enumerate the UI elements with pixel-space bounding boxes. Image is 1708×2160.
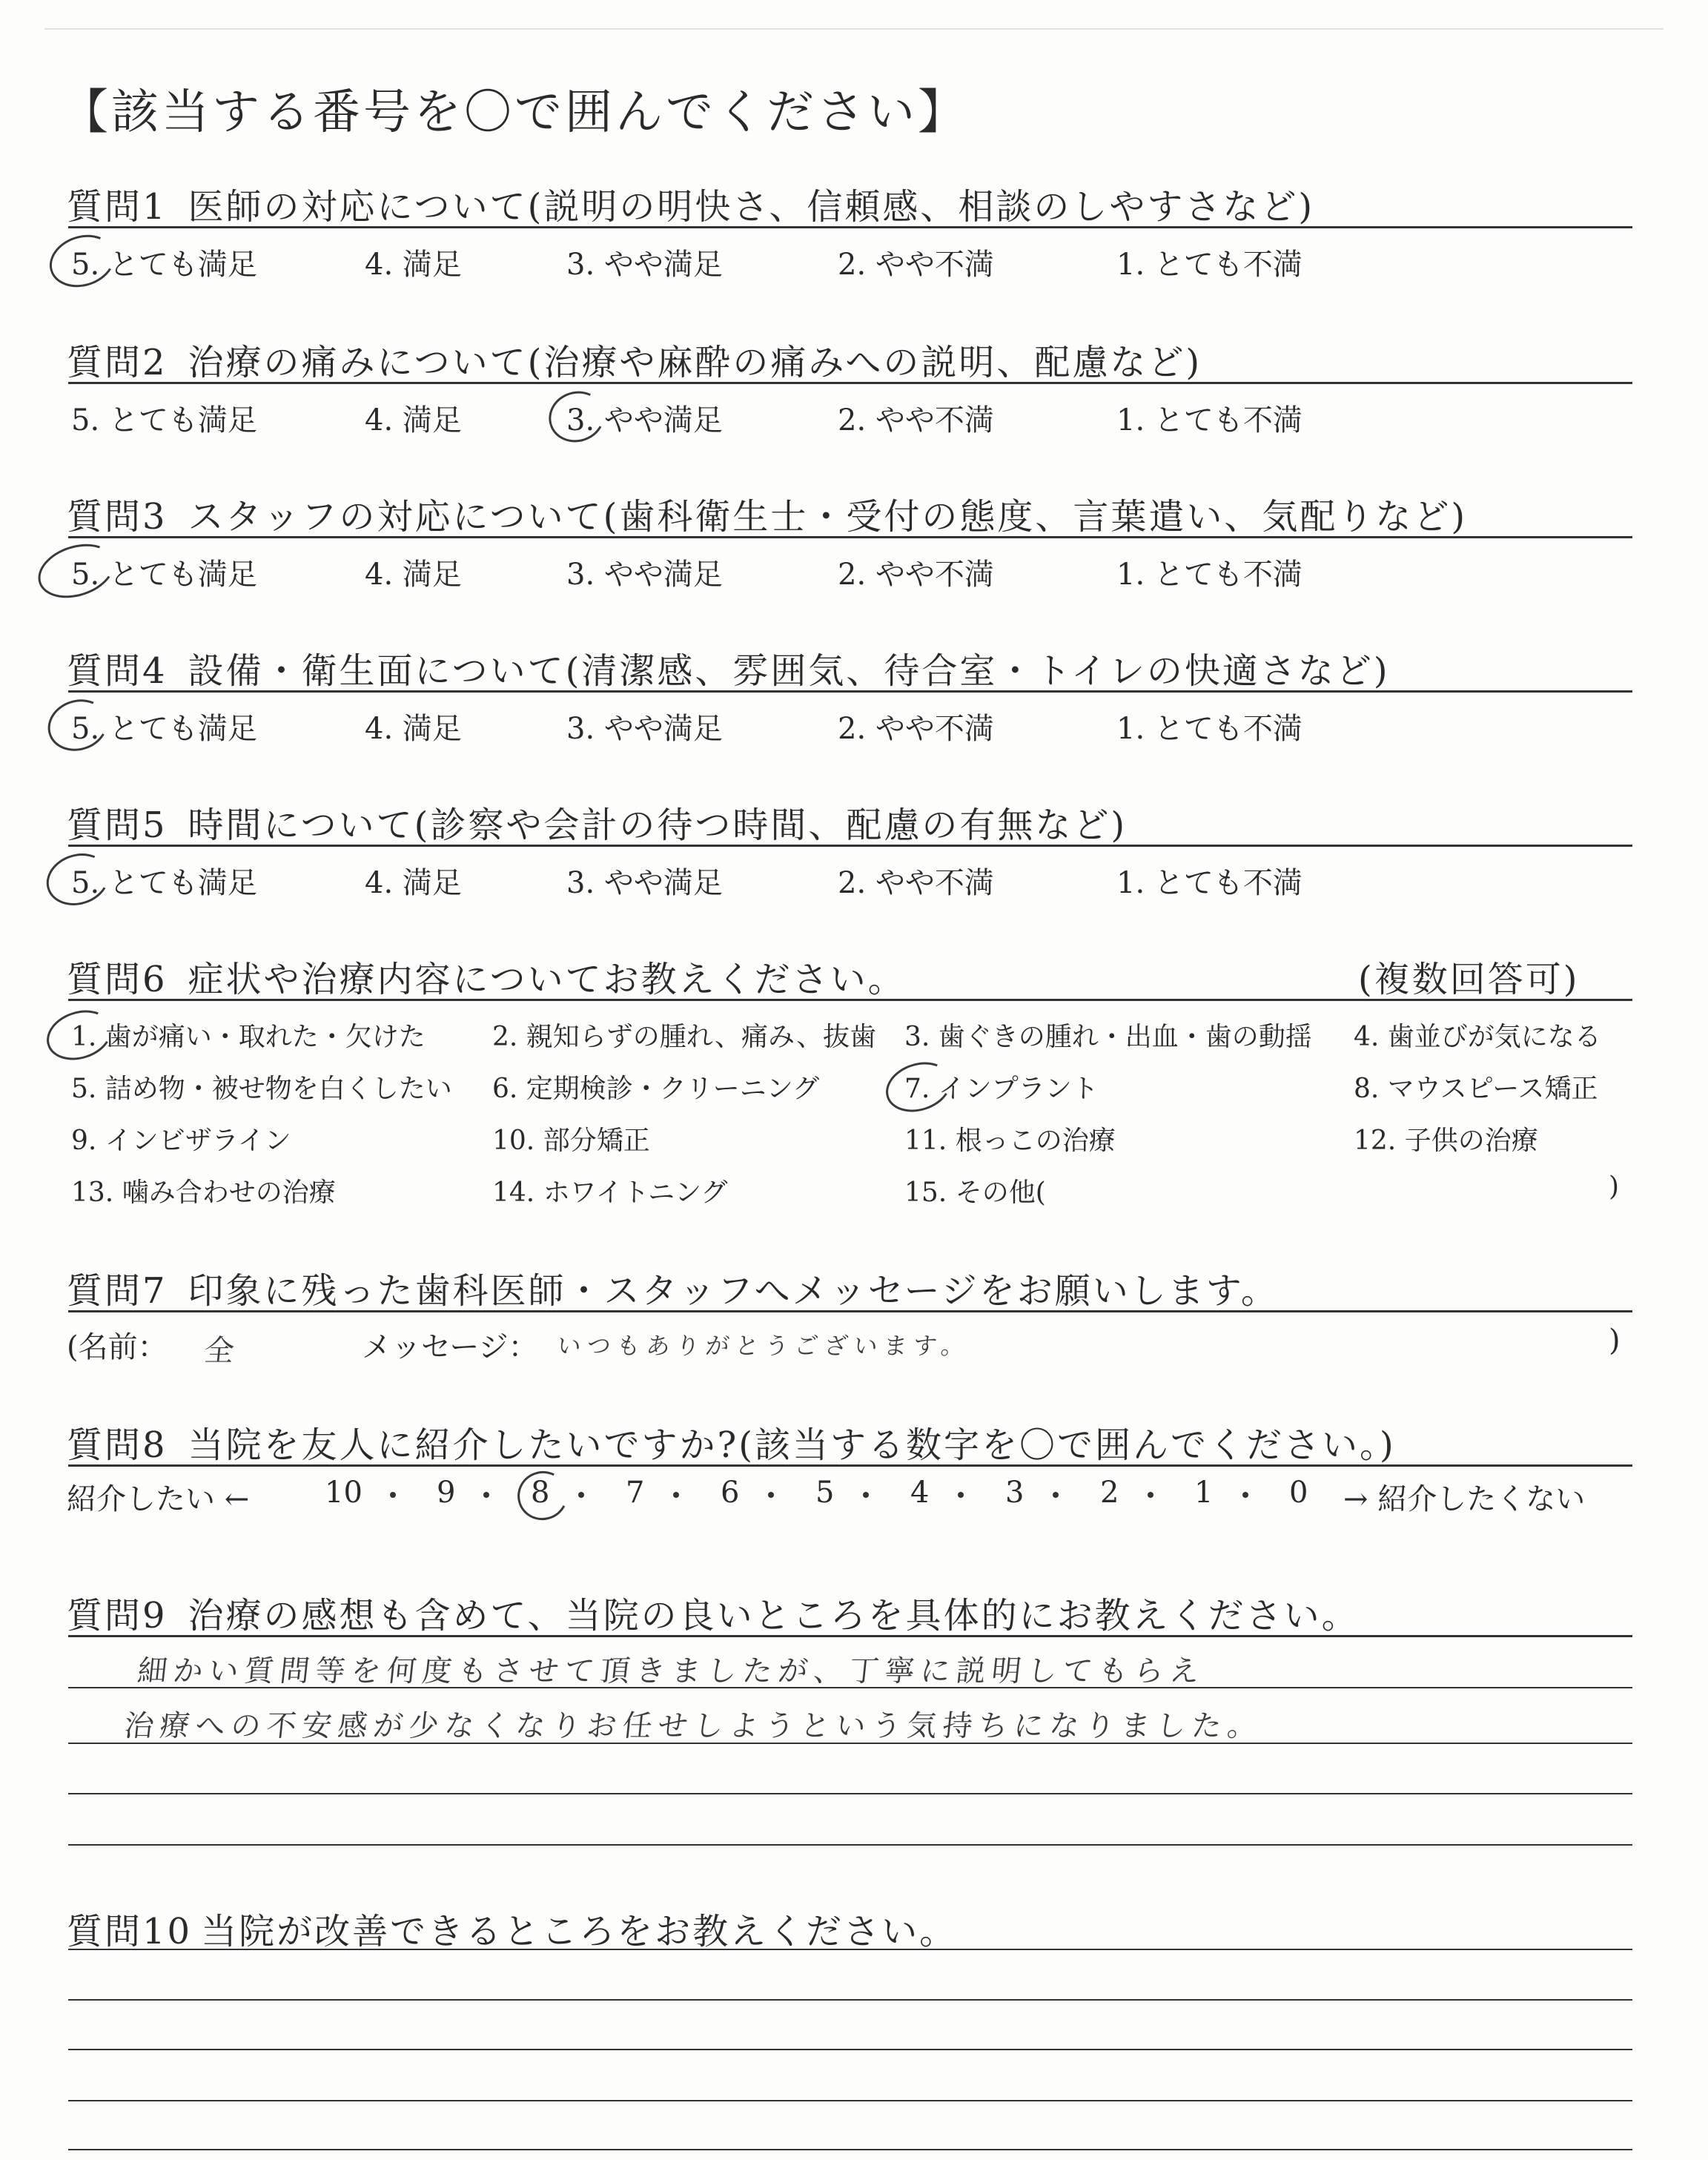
- q6-option-5[interactable]: 5. 詰め物・被せ物を白くしたい: [71, 1074, 452, 1104]
- q6-option-3[interactable]: 3. 歯ぐきの腫れ・出血・歯の動揺: [904, 1022, 1312, 1052]
- q4-option-3[interactable]: 3. やや満足: [566, 712, 723, 746]
- question-6-note: (複数回答可): [1358, 959, 1580, 1000]
- question-6-text: 症状や治療内容についてお教えください。: [188, 959, 906, 1000]
- question-1-text: 医師の対応について(説明の明快さ、信頼感、相談のしやすさなど): [188, 186, 1315, 228]
- question-2-rule: [68, 382, 1632, 384]
- q7-close-paren: ): [1609, 1324, 1621, 1358]
- q6-option-4[interactable]: 4. 歯並びが気になる: [1354, 1022, 1601, 1052]
- q5-answer-circle: [40, 845, 116, 913]
- question-1-number: 質問1: [67, 186, 168, 228]
- q5-option-2[interactable]: 2. やや不満: [838, 866, 994, 900]
- q8-scale-7[interactable]: 7: [626, 1476, 645, 1510]
- question-6-number: 質問6: [67, 959, 168, 1000]
- q6-option-15[interactable]: 15. その他(: [904, 1178, 1046, 1208]
- q6-option-13[interactable]: 13. 噛み合わせの治療: [71, 1178, 336, 1208]
- q6-option-10[interactable]: 10. 部分矯正: [492, 1126, 650, 1156]
- question-8-number: 質問8: [67, 1424, 168, 1466]
- q6-option-6[interactable]: 6. 定期検診・クリーニング: [492, 1074, 820, 1104]
- q7-name-value[interactable]: 全: [202, 1334, 242, 1368]
- scale-separator-dot: [958, 1492, 964, 1498]
- question-9-rule: [68, 1635, 1632, 1637]
- q8-scale-0[interactable]: 0: [1289, 1476, 1308, 1510]
- form-heading: 【該当する番号を〇で囲んでください】: [61, 85, 968, 140]
- q2-option-5[interactable]: 5. とても満足: [71, 403, 257, 437]
- q1-option-3[interactable]: 3. やや満足: [566, 248, 723, 282]
- q9-answer-rule-4: [68, 1844, 1632, 1846]
- q6-option-9[interactable]: 9. インビザライン: [71, 1126, 291, 1156]
- question-5-title: [67, 796, 1127, 848]
- question-6-title: [67, 951, 906, 1002]
- question-5-text: 時間について(診察や会計の待つ時間、配慮の有無など): [188, 805, 1128, 846]
- q8-left-label: 紹介したい ←: [67, 1482, 250, 1516]
- question-2-title: [67, 334, 1202, 385]
- scale-separator-dot: [578, 1492, 584, 1498]
- question-6-rule: [68, 999, 1632, 1001]
- question-8-text: 当院を友人に紹介したいですか?(該当する数字を〇で囲んでください。): [188, 1424, 1396, 1466]
- question-8-rule: [68, 1464, 1632, 1467]
- q3-option-5[interactable]: 5. とても満足: [71, 558, 257, 592]
- q5-option-1[interactable]: 1. とても不満: [1116, 866, 1302, 900]
- q6-option-7[interactable]: 7. インプラント: [904, 1074, 1099, 1104]
- q3-option-3[interactable]: 3. やや満足: [566, 558, 723, 592]
- q1-option-4[interactable]: 4. 満足: [365, 248, 462, 282]
- question-10-number: 質問10: [67, 1911, 193, 1952]
- question-1-rule: [68, 226, 1632, 228]
- q2-option-4[interactable]: 4. 満足: [365, 403, 462, 437]
- q8-scale-3[interactable]: 3: [1005, 1476, 1025, 1510]
- q4-option-1[interactable]: 1. とても不満: [1116, 712, 1302, 746]
- scale-separator-dot: [1148, 1492, 1153, 1498]
- q8-scale-9[interactable]: 9: [437, 1476, 456, 1510]
- q6-option-1[interactable]: 1. 歯が痛い・取れた・欠けた: [71, 1022, 426, 1052]
- q10-answer-rule-5: [68, 2149, 1632, 2150]
- question-9-title: [67, 1587, 1360, 1638]
- question-4-number: 質問4: [67, 650, 168, 692]
- question-4-rule: [68, 690, 1632, 693]
- question-10-text: 当院が改善できるところをお教えください。: [201, 1911, 958, 1952]
- scale-separator-dot: [1053, 1492, 1059, 1498]
- q10-answer-rule-1: [68, 1949, 1632, 1950]
- q8-right-label: → 紹介したくない: [1343, 1482, 1586, 1516]
- question-5-number: 質問5: [67, 805, 168, 846]
- q9-answer-line-1[interactable]: 細かい質問等を何度もさせて頂きましたが、丁寧に説明してもらえ: [136, 1654, 1208, 1688]
- scale-separator-dot: [768, 1492, 774, 1498]
- q6-option-8[interactable]: 8. マウスピース矯正: [1354, 1074, 1598, 1104]
- q6-option-11[interactable]: 11. 根っこの治療: [904, 1126, 1116, 1156]
- q8-answer-circle: [511, 1464, 574, 1527]
- question-4-title: [67, 642, 1390, 693]
- top-edge-line: [44, 28, 1664, 30]
- q9-answer-rule-3: [68, 1793, 1632, 1794]
- q8-scale-5[interactable]: 5: [815, 1476, 835, 1510]
- q1-answer-circle: [43, 227, 122, 295]
- q6-option-14[interactable]: 14. ホワイトニング: [492, 1178, 728, 1208]
- question-7-title: [67, 1262, 1279, 1313]
- q7-message-value[interactable]: いつもありがとうございます。: [555, 1332, 973, 1360]
- q8-scale-2[interactable]: 2: [1100, 1476, 1119, 1510]
- q2-answer-circle: [542, 384, 611, 449]
- question-3-title: [67, 488, 1467, 539]
- q3-option-1[interactable]: 1. とても不満: [1116, 558, 1302, 592]
- question-7-number: 質問7: [67, 1270, 168, 1312]
- q2-option-1[interactable]: 1. とても不満: [1116, 403, 1302, 437]
- question-2-number: 質問2: [67, 342, 168, 383]
- q8-scale-1[interactable]: 1: [1194, 1476, 1214, 1510]
- q5-option-3[interactable]: 3. やや満足: [566, 866, 723, 900]
- q6-other-close-paren: ): [1609, 1172, 1620, 1202]
- q2-option-2[interactable]: 2. やや不満: [838, 403, 994, 437]
- q10-answer-rule-4: [68, 2100, 1632, 2101]
- scale-separator-dot: [673, 1492, 679, 1498]
- q1-option-5[interactable]: 5. とても満足: [71, 248, 257, 282]
- q1-option-1[interactable]: 1. とても不満: [1116, 248, 1302, 282]
- q6-option-12[interactable]: 12. 子供の治療: [1354, 1126, 1538, 1156]
- question-10-title: [67, 1903, 957, 1954]
- scale-separator-dot: [483, 1492, 489, 1498]
- q8-scale-8[interactable]: 8: [531, 1476, 550, 1510]
- q4-option-2[interactable]: 2. やや不満: [838, 712, 994, 746]
- q8-scale-4[interactable]: 4: [910, 1476, 930, 1510]
- q6-answer-circle-1: [40, 1003, 118, 1069]
- question-9-text: 治療の感想も含めて、当院の良いところを具体的にお教えください。: [188, 1595, 1360, 1636]
- q5-option-4[interactable]: 4. 満足: [365, 866, 462, 900]
- q7-name-label: (名前：: [67, 1330, 168, 1364]
- q3-answer-circle: [31, 535, 122, 607]
- q10-answer-rule-3: [68, 2049, 1632, 2050]
- q4-option-5[interactable]: 5. とても満足: [71, 712, 257, 746]
- q1-option-2[interactable]: 2. やや不満: [838, 248, 994, 282]
- scale-separator-dot: [863, 1492, 869, 1498]
- question-8-title: [67, 1416, 1396, 1467]
- q6-option-2[interactable]: 2. 親知らずの腫れ、痛み、抜歯: [492, 1022, 877, 1052]
- question-1-title: [67, 178, 1314, 229]
- question-4-text: 設備・衛生面について(清潔感、雰囲気、待合室・トイレの快適さなど): [188, 650, 1390, 692]
- q4-option-4[interactable]: 4. 満足: [365, 712, 462, 746]
- q4-answer-circle: [42, 692, 115, 759]
- question-3-rule: [68, 536, 1632, 538]
- q9-answer-rule-1: [68, 1687, 1632, 1688]
- question-7-text: 印象に残った歯科医師・スタッフへメッセージをお願いします。: [188, 1270, 1279, 1312]
- question-3-number: 質問3: [67, 496, 168, 538]
- q3-option-4[interactable]: 4. 満足: [365, 558, 462, 592]
- q10-answer-rule-2: [68, 1999, 1632, 2001]
- q2-option-3[interactable]: 3. やや満足: [566, 403, 723, 437]
- q8-scale-6[interactable]: 6: [721, 1476, 740, 1510]
- question-7-rule: [68, 1310, 1632, 1312]
- question-5-rule: [68, 845, 1632, 847]
- q8-scale-10[interactable]: 10: [325, 1476, 363, 1510]
- question-3-text: スタッフの対応について(歯科衛生士・受付の態度、言葉遣い、気配りなど): [188, 496, 1468, 538]
- q7-message-label: メッセージ：: [362, 1330, 538, 1364]
- scale-separator-dot: [1242, 1492, 1248, 1498]
- question-9-number: 質問9: [67, 1595, 168, 1636]
- q6-answer-circle-7: [879, 1054, 957, 1120]
- q9-answer-line-2[interactable]: 治療への不安感が少なくなりお任せしようという気持ちになりました。: [122, 1709, 1265, 1743]
- q5-option-5[interactable]: 5. とても満足: [71, 866, 257, 900]
- q3-option-2[interactable]: 2. やや不満: [838, 558, 994, 592]
- question-2-text: 治療の痛みについて(治療や麻酔の痛みへの説明、配慮など): [188, 342, 1202, 383]
- scale-separator-dot: [390, 1492, 396, 1498]
- q9-answer-rule-2: [68, 1743, 1632, 1744]
